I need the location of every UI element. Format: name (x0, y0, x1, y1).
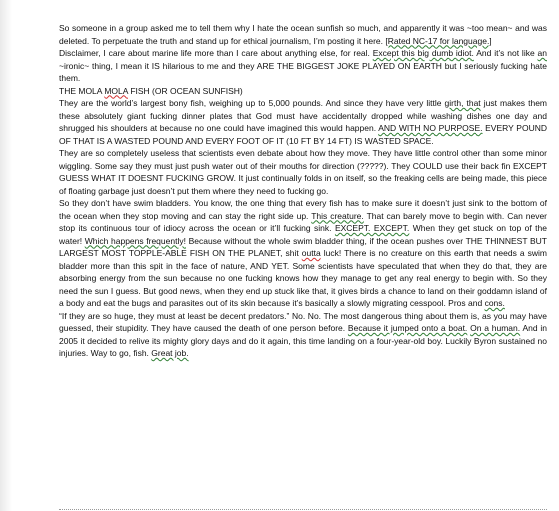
page-bottom-dotted-line (59, 509, 547, 510)
grammar-flagged-text: Great job. (151, 348, 189, 358)
paragraph-swim-bladder (59, 197, 547, 310)
body-text: “If they are so huge, they must at least be decent predators.” No. No. The most dangerous thing about them is, as you may have guessed, their stupidity. They have caused the death of one person before. (59, 310, 547, 333)
body-text: luck! There is no creature on this earth that needs a swim bladder more than this spit in the face of nature, AND YET. Some scientists have speculated that when they do that, they are absorbing energy from the sun because no one fucking knows how they manage to get any real energy to begin with. So they need the sun I guess. But good news, when they end up stuck like that, it gives birds a chance to land on their goddamn island of a body and eat the bugs and parasites out of its skin because it’s basically a slowly migrating cesspool. Pros and (59, 248, 547, 308)
grammar-flagged-text: Which happens frequently! (84, 235, 186, 246)
body-text: just makes them these absolutely giant fucking dinner plates that God must have accidentally dropped while washing dishes one day and shrugged his shoulders at because no one could have imagined this would happen. (59, 98, 548, 133)
spelling-flagged-text: MOLA (104, 85, 128, 96)
grammar-flagged-text: AND WITH NO PURPOSE. (378, 123, 483, 133)
paragraph-movement (59, 147, 547, 197)
paragraph-size (59, 97, 547, 147)
body-text: EVERY POUND OF THAT IS A WASTED POUND AND EVERY FOOT OF IT (10 FT BY 14 FT) IS WASTED SPACE. (59, 123, 547, 146)
body-text: They are the world’s largest bony fish, weighing up to 5,000 pounds. And since they have very little (59, 98, 445, 108)
body-text: Because without the whole swim bladder thing, if the ocean pushes over THE THINNEST BUT LARGEST MOST TOPPLE-ABLE FISH ON THE PLANET, shit (59, 235, 547, 258)
body-text: So they don’t have swim bladders. You know, the one thing that every fish has to make sure it doesn’t just sink to the bottom of the ocean when they stop moving and can stay the right side up. (59, 198, 547, 221)
paragraph-disclaimer (59, 47, 547, 85)
body-text: When they get stuck on top of the water! (59, 223, 547, 246)
page-shadow-edge (0, 0, 12, 511)
grammar-flagged-text: Because it jumped onto a boat. (347, 323, 468, 333)
body-text: FISH (OR OCEAN SUNFISH) (127, 85, 243, 96)
grammar-flagged-text: Except this big dumb idiot. (372, 48, 474, 58)
grammar-flagged-text: an (537, 48, 547, 58)
body-text: THE MOLA (59, 85, 105, 96)
paragraph-heading (59, 85, 547, 98)
grammar-flagged-text: [Rated NC-17 for language.] (385, 35, 492, 46)
body-text: They are so completely useless that scientists even debate about how they move. They have little control other than some minor wiggling. Some say they must just push water out of their mouths for direction (?????). They COULD use their back fin EXCEPT GUESS WHAT IT DOESNT FUCKING GROW. It just continually folds in on itself, so the freaking cells are being made, this piece of floating garbage just doesn’t put them where they need to fucking go. (59, 148, 547, 196)
body-text: And in 2005 it decided to relive its mighty glory days and do it again, this time landing on a four-year-old boy. Luckily Byron sustained no injuries. Way to go, fish. (59, 323, 547, 358)
document-body[interactable] (59, 22, 547, 360)
body-text: ~ironic~ thing, I mean it IS hilarious to me and they ARE THE BIGGEST JOKE PLAYED ON EARTH but I seriously fucking hate them. (59, 60, 547, 83)
body-text: That can barely move to begin with. Can never stop its continuous tour of idiocy across the ocean or it’ll fucking sink. (59, 210, 548, 233)
grammar-flagged-text: girth, that (444, 98, 481, 108)
paragraph-predators (59, 310, 547, 360)
body-text: So someone in a group asked me to tell them why I hate the ocean sunfish so much, and apparently it was ~too mean~ and was deleted. To perpetuate the truth and stand up for ethical journalism, I’m posting it here. (59, 23, 547, 46)
grammar-flagged-text: cons. (484, 298, 505, 308)
grammar-flagged-text: On a human. (470, 323, 521, 333)
paragraph-intro (59, 22, 547, 47)
body-text: Disclaimer, I care about marine life more than I care about anything else, for real. (59, 48, 373, 58)
grammar-flagged-text: This creature. (311, 210, 364, 221)
spelling-flagged-text: outta (301, 248, 321, 258)
body-text: And it’s not like (473, 48, 538, 58)
grammar-flagged-text: EXCEPT. EXCEPT. (334, 223, 410, 233)
